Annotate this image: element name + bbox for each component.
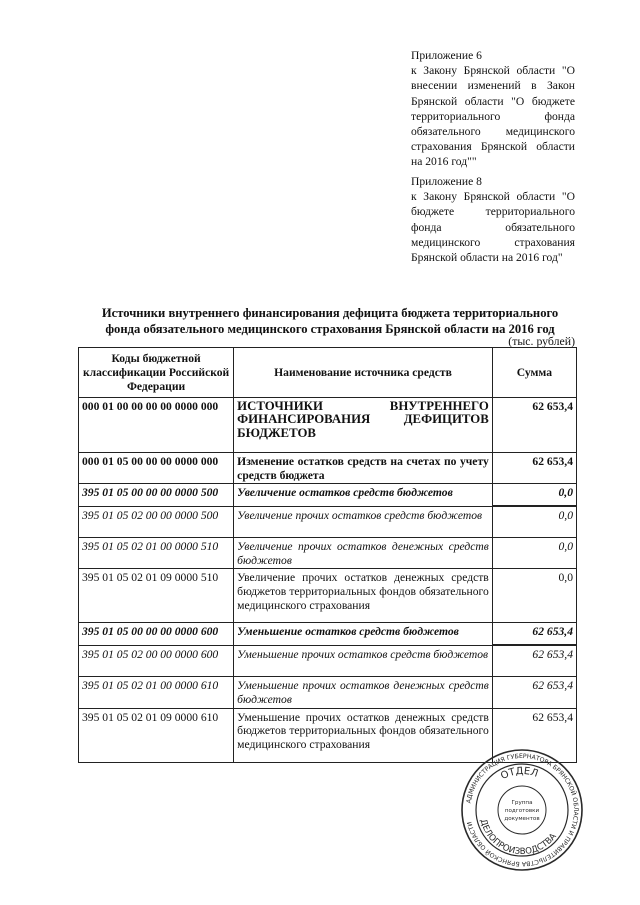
row-sum: 0,0 <box>492 569 576 623</box>
stamp-center-line-1: Группа <box>511 800 533 806</box>
row-sum: 62 653,4 <box>492 708 576 762</box>
document-title <box>70 306 590 337</box>
row-name: Уменьшение остатков средств бюджетов <box>234 623 493 646</box>
row-code: 000 01 00 00 00 00 0000 000 <box>79 398 234 453</box>
units-label: (тыс. рублей) <box>508 334 575 348</box>
table-row <box>79 453 577 484</box>
table-row <box>79 623 577 646</box>
header-code: Коды бюджетной классификации Российской Федерации <box>79 348 234 398</box>
header-sum: Сумма <box>492 348 576 398</box>
table-row <box>79 538 577 569</box>
stamp-inner-top-text: ОТДЕЛ <box>499 765 540 783</box>
row-sum: 62 653,4 <box>492 453 576 484</box>
row-code: 395 01 05 02 01 09 0000 510 <box>79 569 234 623</box>
row-code: 395 01 05 02 01 00 0000 610 <box>79 677 234 708</box>
table-row <box>79 677 577 708</box>
annex-8-note <box>411 174 575 265</box>
table-row <box>79 484 577 507</box>
annex-6-body: к Закону Брянской области "О внесении изменений в Закон Брянской области "О бюджете территориального фонда обязательного медицинского страхования Брянской области на 2016 год"" <box>411 64 575 169</box>
row-code: 395 01 05 02 00 00 0000 600 <box>79 645 234 677</box>
header-name: Наименование источника средств <box>234 348 493 398</box>
row-sum: 62 653,4 <box>492 623 576 646</box>
row-code: 395 01 05 02 00 00 0000 500 <box>79 506 234 538</box>
row-sum: 62 653,4 <box>492 677 576 708</box>
title-line-1: Источники внутреннего финансирования дефицита бюджета территориального <box>101 306 559 320</box>
annex-8-heading: Приложение 8 <box>411 175 482 188</box>
row-name: Увеличение прочих остатков средств бюджетов <box>234 506 493 538</box>
row-name: ИСТОЧНИКИ ВНУТРЕННЕГО ФИНАНСИРОВАНИЯ ДЕФИЦИТОВ БЮДЖЕТОВ <box>234 398 493 453</box>
annex-6-note <box>411 48 575 170</box>
row-sum: 62 653,4 <box>492 645 576 677</box>
row-code: 395 01 05 02 01 00 0000 510 <box>79 538 234 569</box>
row-sum: 62 653,4 <box>492 398 576 453</box>
row-code: 395 01 05 00 00 00 0000 500 <box>79 484 234 507</box>
table-row <box>79 569 577 623</box>
row-code: 000 01 05 00 00 00 0000 000 <box>79 453 234 484</box>
stamp-center-line-3: документов <box>504 816 540 822</box>
table-row <box>79 506 577 538</box>
row-name: Увеличение прочих остатков денежных средств бюджетов <box>234 538 493 569</box>
row-name: Изменение остатков средств на счетах по учету средств бюджета <box>234 453 493 484</box>
row-sum: 0,0 <box>492 484 576 507</box>
row-name: Уменьшение прочих остатков денежных средств бюджетов <box>234 677 493 708</box>
table-row <box>79 398 577 453</box>
row-name: Уменьшение прочих остатков денежных средств бюджетов территориальных фондов обязательного медицинского страхования <box>234 708 493 762</box>
row-name: Увеличение прочих остатков денежных средств бюджетов территориальных фондов обязательного медицинского страхования <box>234 569 493 623</box>
row-name: Уменьшение прочих остатков средств бюджетов <box>234 645 493 677</box>
row-code: 395 01 05 02 01 09 0000 610 <box>79 708 234 762</box>
budget-sources-table <box>78 347 577 763</box>
table-row <box>79 645 577 677</box>
row-sum: 0,0 <box>492 538 576 569</box>
row-code: 395 01 05 00 00 00 0000 600 <box>79 623 234 646</box>
row-name: Увеличение остатков средств бюджетов <box>234 484 493 507</box>
table-header-row <box>79 348 577 398</box>
annex-8-body: к Закону Брянской области "О бюджете территориального фонда обязательного медицинского страхования Брянской области на 2016 год" <box>411 190 575 265</box>
title-line-2: фонда обязательного медицинского страхования Брянской области на 2016 год <box>105 321 555 336</box>
stamp-ring-text: АДМИНИСТРАЦИЯ ГУБЕРНАТОРА БРЯНСКОЙ ОБЛАСТИ И ПРАВИТЕЛЬСТВА БРЯНСКОЙ ОБЛАСТИ <box>465 752 580 868</box>
annex-6-heading: Приложение 6 <box>411 49 482 62</box>
stamp-inner-bottom-text: ДЕЛОПРОИЗВОДСТВА <box>477 818 559 858</box>
office-stamp-seal <box>460 748 584 872</box>
stamp-center-line-2: подготовки <box>504 808 540 814</box>
row-sum: 0,0 <box>492 506 576 538</box>
